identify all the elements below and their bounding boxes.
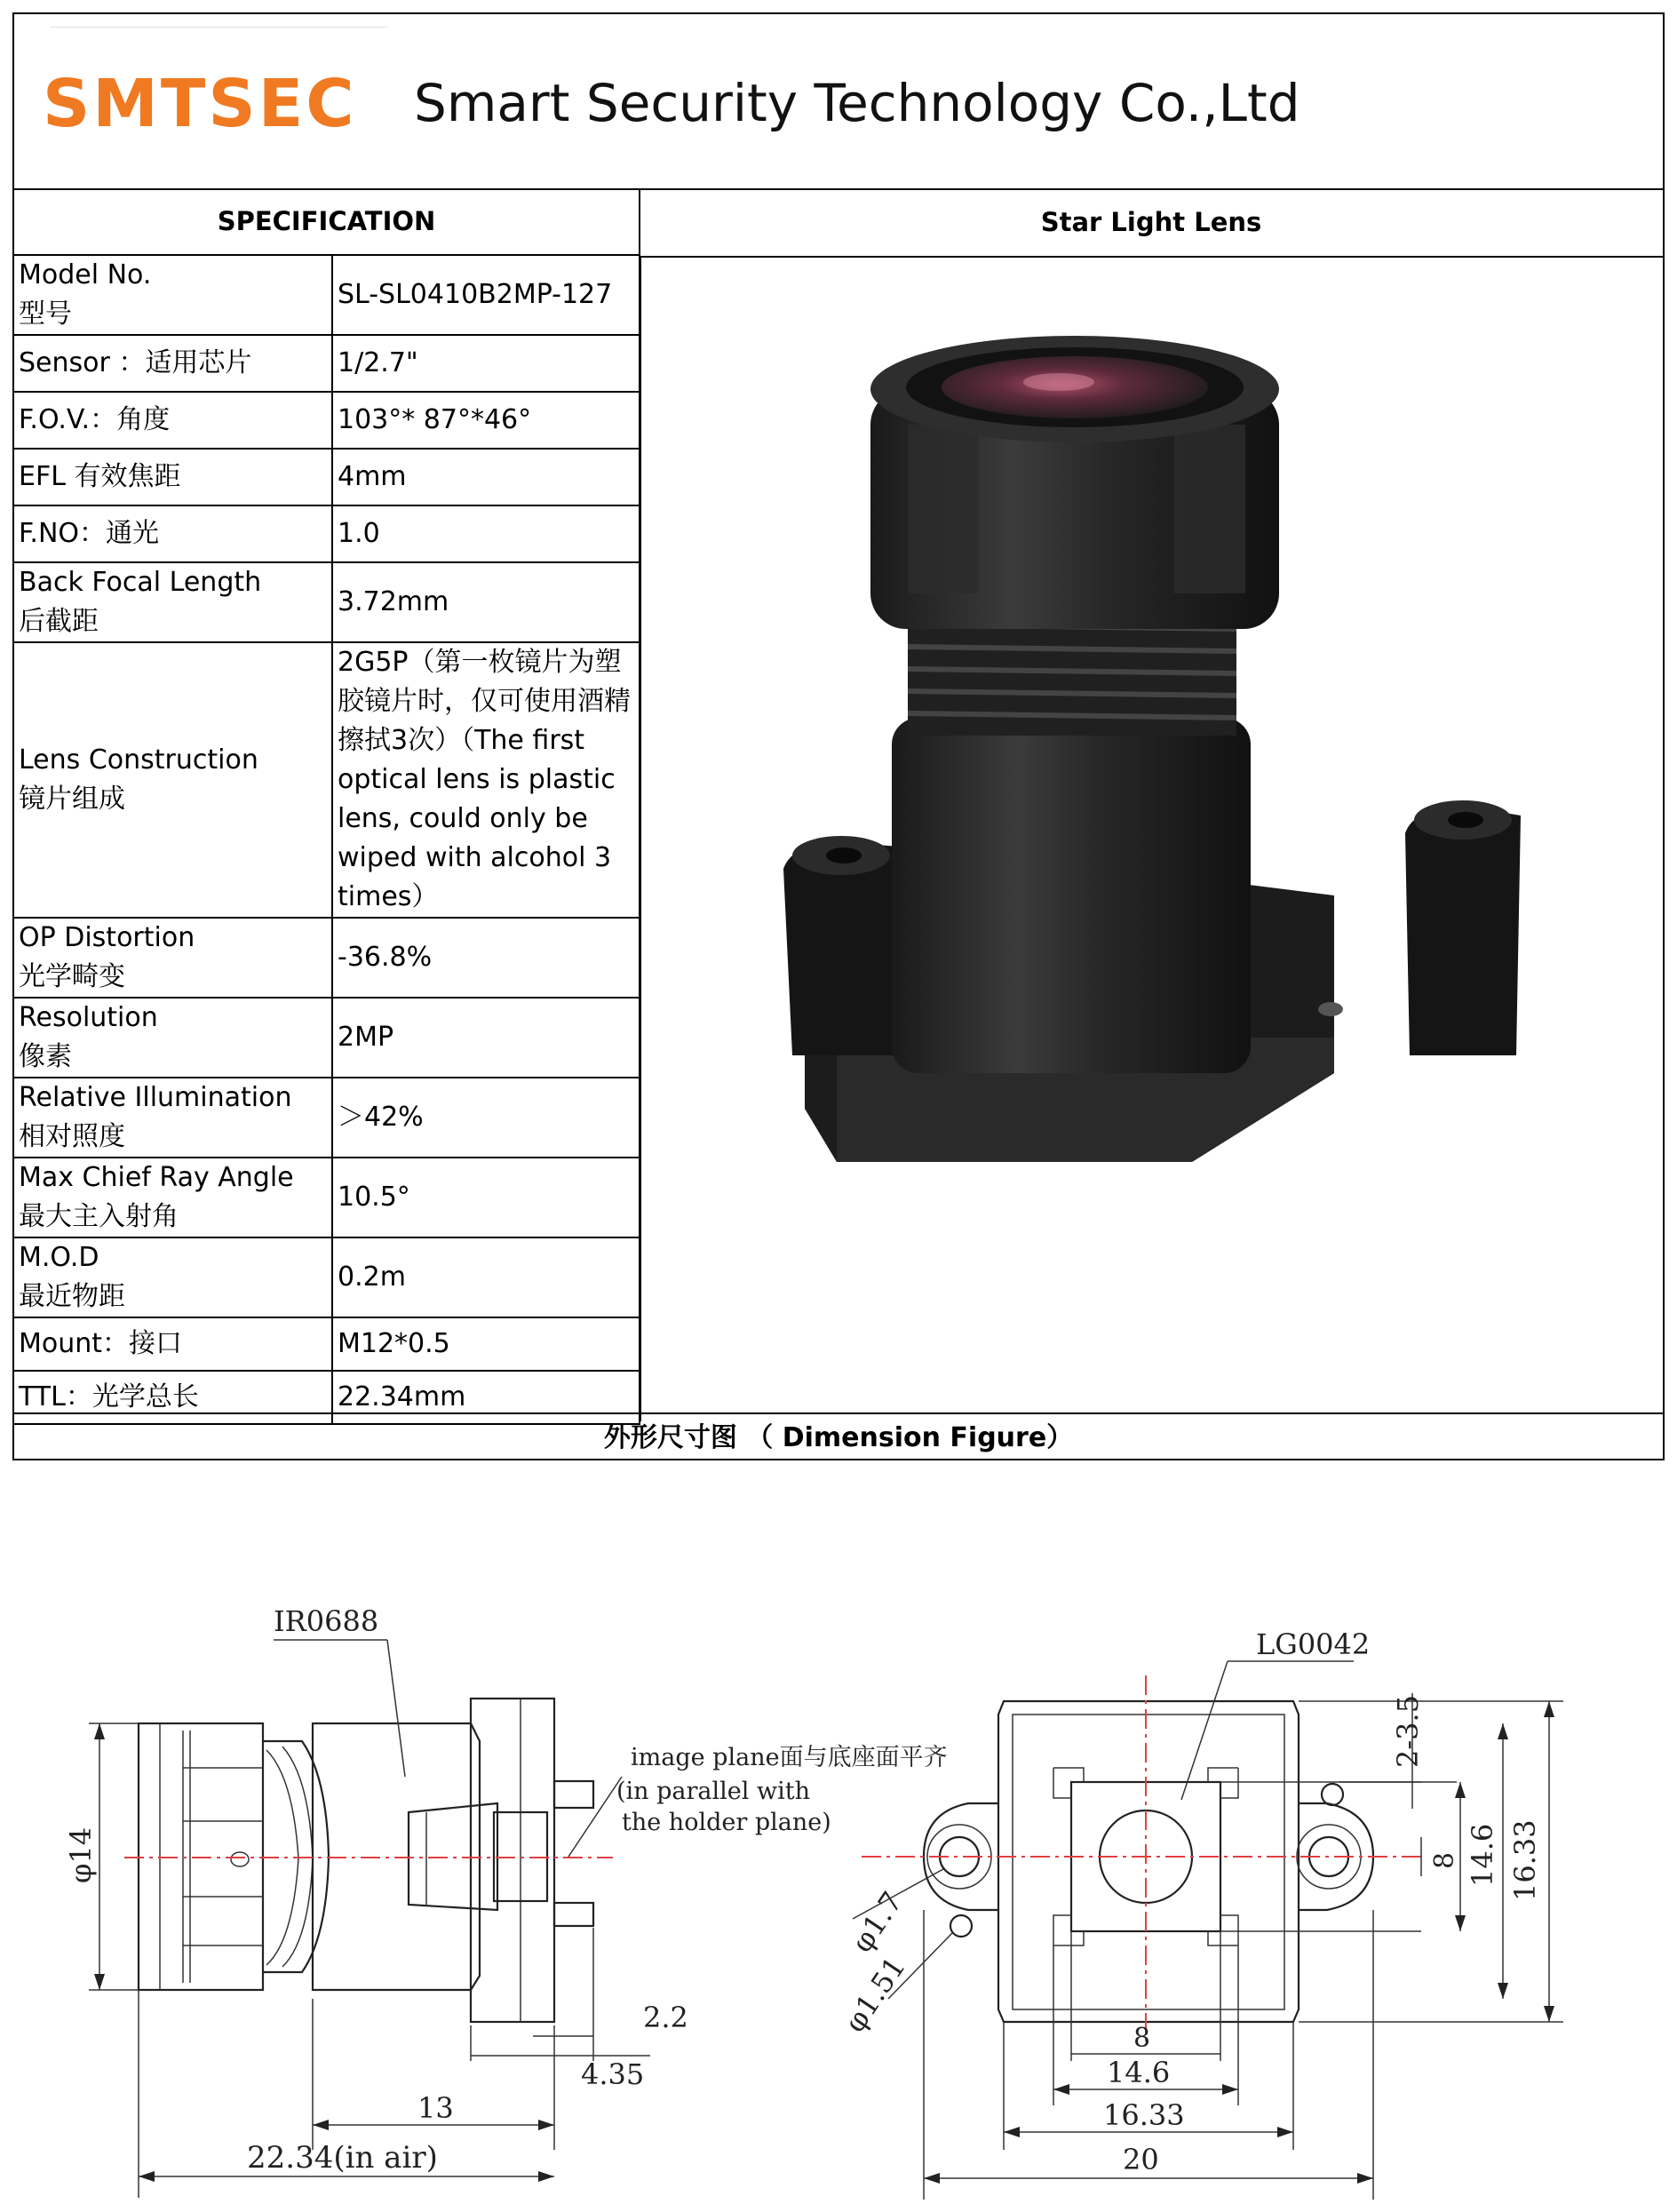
specification-heading: SPECIFICATION	[14, 188, 640, 255]
label-en: M.O.D	[19, 1242, 99, 1273]
spec-value: 1.0	[332, 505, 640, 562]
dim-16-33-vertical: 16.33	[1508, 1819, 1542, 1901]
spec-label	[14, 255, 332, 335]
spec-value: 0.2m	[332, 1237, 640, 1317]
dim-8-horizontal: 8	[1133, 2023, 1151, 2054]
spec-value: 1/2.7"	[332, 335, 640, 392]
dimension-drawing	[0, 1581, 1677, 2212]
spec-label	[14, 1078, 332, 1158]
label-en: Max Chief Ray Angle	[19, 1162, 294, 1193]
label-en: Model No.	[19, 259, 152, 290]
dim-hole-1-51: φ1.51	[838, 1950, 913, 2039]
lg-label: LG0042	[1256, 1627, 1371, 1661]
header-rule	[50, 27, 387, 28]
spec-label: F.NO：通光	[14, 505, 332, 562]
label-cn: 像素	[19, 1041, 72, 1072]
dim-2-2: 2.2	[643, 2001, 688, 2034]
spec-value: 2G5P（第一枚镜片为塑胶镜片时，仅可使用酒精擦拭3次）（The first optical lens is plastic lens, could only be wiped with alcohol 3 times）	[332, 642, 640, 918]
specification-table	[14, 188, 640, 1425]
dim-13: 13	[417, 2091, 454, 2125]
label-cn: 最近物距	[19, 1281, 125, 1312]
label-cn: 最大主入射角	[19, 1201, 179, 1232]
lower-barrel	[892, 718, 1251, 1073]
dim-16-33-horizontal: 16.33	[1103, 2098, 1185, 2132]
spec-label: Sensor ：适用芯片	[14, 335, 332, 392]
parallel-note-2: the holder plane)	[622, 1809, 831, 1836]
spec-value: -36.8%	[332, 918, 640, 998]
ir-filter-label: IR0688	[274, 1604, 379, 1638]
label-cn: 光学畸变	[19, 961, 125, 992]
label-en: Relative Illumination	[19, 1082, 292, 1113]
dimension-heading: 外形尺寸图 （ Dimension Figure）	[14, 1412, 1663, 1462]
mount-ear-right	[1405, 800, 1521, 1055]
company-name: Smart Security Technology Co.,Ltd	[414, 73, 1300, 133]
dim-8-vertical: 8	[1429, 1851, 1460, 1869]
company-logo: SMTSEC	[43, 66, 357, 142]
label-cn: 相对照度	[19, 1121, 125, 1152]
product-photo-area	[640, 256, 1663, 1421]
spec-label	[14, 1158, 332, 1237]
spec-label	[14, 998, 332, 1078]
spec-value: 103°* 87°*46°	[332, 392, 640, 449]
label-en: Resolution	[19, 1002, 158, 1033]
label-en: Lens Construction	[19, 744, 258, 776]
label-cn: 镜片组成	[19, 784, 125, 815]
dim-total-length: 22.34(in air)	[247, 2140, 438, 2176]
front-view	[838, 1627, 1563, 2200]
label-en: Back Focal Length	[19, 567, 262, 598]
thread	[908, 611, 1236, 736]
spec-value: 10.5°	[332, 1158, 640, 1237]
spec-label: Mount：接口	[14, 1317, 332, 1371]
spec-label	[14, 642, 332, 918]
mount-ear-left	[783, 836, 908, 1055]
spec-label	[14, 918, 332, 998]
dim-hole-1-7: φ1.7	[845, 1885, 910, 1959]
dim-20: 20	[1123, 2143, 1159, 2176]
spec-label: F.O.V.：角度	[14, 392, 332, 449]
parallel-note-1: (in parallel with	[616, 1778, 810, 1805]
spec-label	[14, 562, 332, 642]
spec-value: M12*0.5	[332, 1317, 640, 1371]
dim-14-6-vertical: 14.6	[1466, 1823, 1499, 1887]
side-view	[64, 1604, 948, 2198]
header	[14, 14, 1663, 190]
dim-4-35: 4.35	[581, 2057, 645, 2091]
lens-photo	[641, 256, 1663, 1411]
dim-14-6-horizontal: 14.6	[1107, 2056, 1171, 2089]
label-cn: 后截距	[19, 606, 99, 637]
spec-value: ＞42%	[332, 1078, 640, 1158]
spec-label: TTL：光学总长	[14, 1371, 332, 1424]
image-heading: Star Light Lens	[640, 188, 1663, 258]
spec-value: 22.34mm	[332, 1371, 640, 1424]
dim-2-3-5: 2-3.5	[1391, 1694, 1425, 1768]
spec-value: SL-SL0410B2MP-127	[332, 255, 640, 335]
spec-value: 3.72mm	[332, 562, 640, 642]
label-en: OP Distortion	[19, 922, 195, 953]
spec-label: EFL 有效焦距	[14, 449, 332, 505]
spec-value: 4mm	[332, 449, 640, 505]
spec-label	[14, 1237, 332, 1317]
image-plane-note: image plane面与底座面平齐	[631, 1744, 948, 1771]
spec-value: 2MP	[332, 998, 640, 1078]
label-cn: 型号	[19, 298, 72, 330]
spec-sheet	[12, 12, 1665, 1460]
dim-diameter: φ14	[64, 1826, 98, 1883]
